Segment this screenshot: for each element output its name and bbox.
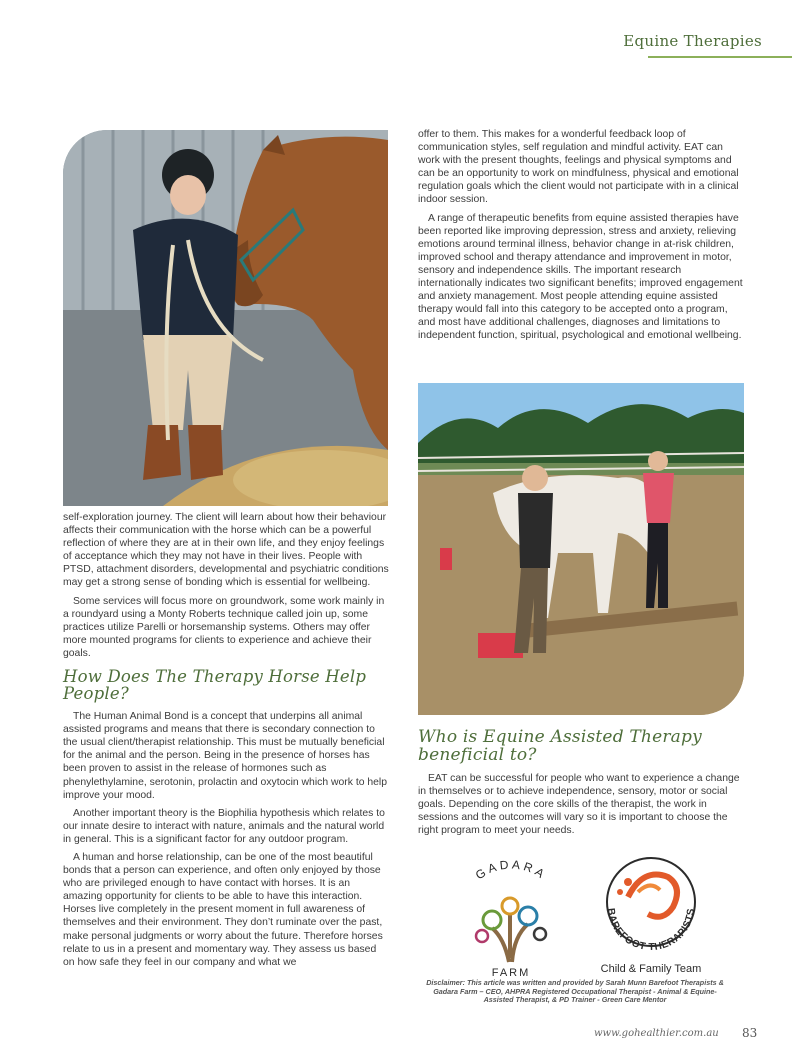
paragraph: A range of therapeutic benefits from equine assisted therapies have been reported like improving depression, stress and anxiety, relieving emotions around terminal illness, behavior change in at-risk children, improved school and therapy attendance and improvement in motor, sensory and independence skills. The important research internationally indicates two significant benefits; improved engagement and anxiety management. Most people attending equine assisted therapy would fall into this category to be accepted onto a program, and most have additional challenges, diagnoses and limitations to independent function, spiritual, psychological and emotional wellbeing. bbox=[418, 212, 743, 342]
paragraph: A human and horse relationship, can be one of the most beautiful bonds that a person can experience, and often only enjoyed by those who are privileged enough to have contact with horses. It is an amazing opportunity for clients to be able to have this interaction. Horses live completely in the present moment in full awareness of themselves and their environment. They don’t ruminate over the past, make personal judgments or worry about the future. Therefore horses relate to us in a present and momentary way. They assess us based on how safe they feel in our company and what we bbox=[63, 851, 383, 968]
paragraph: The Human Animal Bond is a concept that underpins all animal assisted programs and means that there is secondary connection to the usual client/therapist relationship. This must be mutually beneficial for the animal and the person. Being in the presence of horses has been proven to assist in the release of hormones such as phenylethylamine, serotonin, prolactin and oxytocin which work to help improve your mood. bbox=[63, 711, 388, 801]
gadara-top-text: GADARA bbox=[472, 858, 550, 883]
gadara-farm-logo bbox=[462, 858, 560, 978]
gadara-bottom-text: FARM bbox=[491, 967, 531, 978]
paragraph: EAT can be successful for people who want to experience a change in themselves or to achieve independence, sensory, motor or social goals. Depending on the core skills of the therapist, the work in sessions and the outcomes will vary so it is important to choose the right program to meet your needs. bbox=[418, 773, 740, 837]
left-column bbox=[63, 511, 390, 974]
paragraph: self-exploration journey. The client will learn about how their behaviour affects their communication with the horse which can be a powerful reflection of where they are at in their own life, and they enjoy feelings of acceptance which they may not have in their lives. People with PTSD, attachment disorders, developmental and psychiatric conditions may get a strong sense of bonding which is essential for wellbeing. bbox=[63, 512, 389, 589]
barefoot-therapists-logo bbox=[588, 852, 714, 978]
page-number: 83 bbox=[742, 1026, 758, 1040]
photo-arena-session bbox=[418, 383, 744, 715]
right-column-top bbox=[418, 128, 744, 348]
header-rule bbox=[648, 56, 792, 58]
heading-who-is-eat: Who is Equine Assisted Therapy beneficial to? bbox=[418, 727, 702, 765]
barefoot-caption: Child & Family Team bbox=[600, 963, 702, 975]
paragraph: Some services will focus more on groundwork, some work mainly in a roundyard using a Monty Roberts technique called join up, some practices utilize Parelli or horsemanship systems. Others may offer more mounted programs for clients to experience and achieve their goals. bbox=[63, 595, 385, 659]
barefoot-ring-text: BAREFOOT THERAPISTS bbox=[604, 907, 698, 954]
svg-text:GADARA bbox=[473, 858, 549, 882]
paragraph: Another important theory is the Biophilia hypothesis which relates to our innate desire to interact with nature, animals and the natural world in general. This is a significant factor for any outdoor program. bbox=[63, 807, 385, 845]
section-title: Equine Therapies bbox=[623, 32, 762, 50]
heading-therapy-horse: How Does The Therapy Horse Help People? bbox=[63, 667, 367, 704]
footer-url[interactable]: www.gohealthier.com.au bbox=[594, 1028, 719, 1039]
right-column-bottom bbox=[418, 772, 744, 842]
paragraph: offer to them. This makes for a wonderful feedback loop of communication styles, self regulation and mindful activity. EAT can work with the present thoughts, feelings and physical symptoms and can be an opportunity to work on mindfulness, physical and emotional regulation goals which the client would not participate with in a clinical indoor session. bbox=[418, 129, 739, 206]
disclaimer: Disclaimer: This article was written and provided by Sarah Munn Barefoot Therapists & Gadara Farm – CEO, AHPRA Registered Occupational Therapist - Animal & Equine-Assisted Therapist, & PD Trainer - Green Care Mentor bbox=[426, 978, 724, 1005]
photo-girl-with-horse bbox=[63, 130, 388, 506]
